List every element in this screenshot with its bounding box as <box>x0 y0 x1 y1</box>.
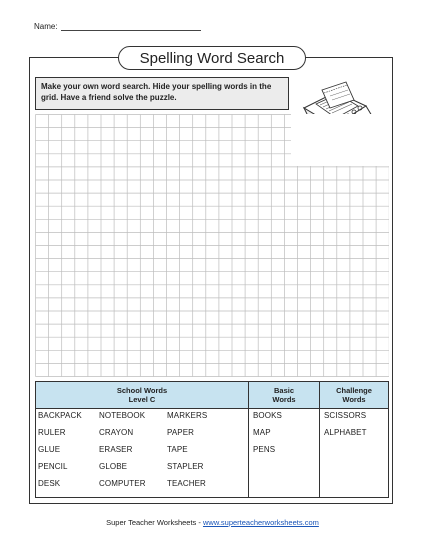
word-list-item: MARKERS <box>167 411 208 420</box>
word-list-item: GLOBE <box>99 462 128 471</box>
challenge-words-header-line1: Challenge <box>336 386 372 395</box>
name-field[interactable] <box>34 22 201 31</box>
word-list-item: DESK <box>38 479 61 488</box>
word-list-item: CRAYON <box>99 428 134 437</box>
basic-words-header <box>249 382 319 409</box>
word-list-item: STAPLER <box>167 462 204 471</box>
word-list-item: NOTEBOOK <box>99 411 146 420</box>
word-list-item: PENCIL <box>38 462 68 471</box>
basic-words-header-line1: Basic <box>273 386 294 395</box>
challenge-word-item: SCISSORS <box>324 411 367 420</box>
basic-word-item: PENS <box>253 445 276 454</box>
spelling-words-table <box>35 381 389 498</box>
name-line[interactable] <box>61 22 201 31</box>
basic-words-header-line2: Words <box>272 395 296 404</box>
word-list-item: COMPUTER <box>99 479 146 488</box>
word-search-grid[interactable] <box>35 114 389 377</box>
school-words-header <box>36 382 248 409</box>
column-divider <box>248 382 249 497</box>
word-list-item: BACKPACK <box>38 411 82 420</box>
worksheet-title: Spelling Word Search <box>118 46 306 70</box>
column-divider <box>319 382 320 497</box>
instructions-box: Make your own word search. Hide your spelling words in the grid. Have a friend solve the puzzle. <box>35 77 289 110</box>
challenge-words-header <box>320 382 388 409</box>
word-list-item: TAPE <box>167 445 188 454</box>
footer <box>0 518 425 527</box>
word-list-item: RULER <box>38 428 66 437</box>
challenge-words-header-line2: Words <box>342 395 366 404</box>
school-words-header-line2: Level C <box>128 395 156 404</box>
word-list-item: ERASER <box>99 445 133 454</box>
basic-word-item: BOOKS <box>253 411 282 420</box>
footer-text: Super Teacher Worksheets - <box>106 518 203 527</box>
challenge-word-item: ALPHABET <box>324 428 367 437</box>
name-label: Name: <box>34 22 58 31</box>
word-list-item: PAPER <box>167 428 195 437</box>
basic-word-item: MAP <box>253 428 271 437</box>
grid-cutout <box>291 114 389 166</box>
word-list-item: GLUE <box>38 445 61 454</box>
word-list-item: TEACHER <box>167 479 206 488</box>
footer-link[interactable]: www.superteacherworksheets.com <box>202 518 319 527</box>
school-words-header-line1: School Words <box>116 386 168 395</box>
